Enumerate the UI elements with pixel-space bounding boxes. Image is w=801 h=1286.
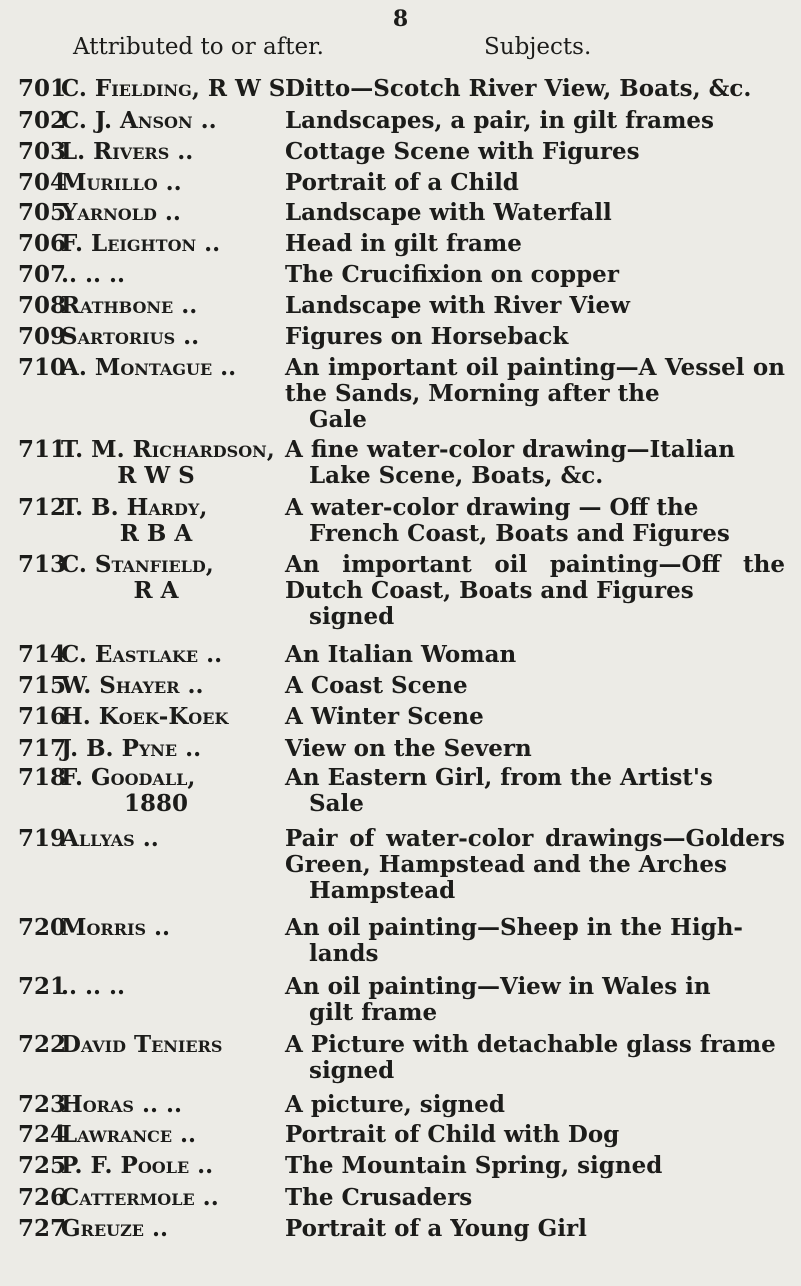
- subject-line: Head in gilt frame: [285, 230, 522, 257]
- artist-name: [61, 262, 283, 288]
- subject-description: [285, 552, 785, 630]
- lot-number: 723: [18, 1091, 67, 1118]
- lot-number: 703: [18, 138, 67, 165]
- subject-description: [285, 1032, 785, 1084]
- artist-name: [61, 1032, 283, 1058]
- artist-line: Sartorius ..: [61, 323, 200, 350]
- artist-name: [61, 552, 283, 604]
- lot-number: 725: [18, 1152, 67, 1179]
- lot-number: 707: [18, 261, 67, 288]
- artist-qualifier: R B A: [119, 520, 193, 547]
- lot-number: 718: [18, 764, 67, 791]
- subject-line: Portrait of a Young Girl: [285, 1215, 587, 1242]
- artist-name: [61, 673, 283, 699]
- subject-description: [285, 704, 785, 730]
- lot-number: 722: [18, 1031, 67, 1058]
- artist-line: Horas .. ..: [61, 1091, 182, 1118]
- subject-line: View on the Severn: [285, 735, 532, 762]
- artist-line: W. Shayer ..: [61, 672, 204, 699]
- subject-description: [285, 293, 785, 319]
- artist-line: .. .. ..: [61, 261, 126, 288]
- artist-name: [61, 1153, 283, 1179]
- lot-number: 709: [18, 323, 67, 350]
- artist-name: [61, 200, 283, 226]
- artist-qualifier: R A: [133, 577, 179, 604]
- artist-line: C. Fielding, R W S: [61, 75, 286, 102]
- artist-line: J. B. Pyne ..: [61, 735, 202, 762]
- subject-description: [285, 1216, 785, 1242]
- artist-line: Rathbone ..: [61, 292, 198, 319]
- lot-number: 720: [18, 914, 67, 941]
- subject-description: [285, 495, 785, 547]
- subject-description: [285, 1092, 785, 1118]
- lot-number: 724: [18, 1121, 67, 1148]
- subject-continuation: gilt frame: [309, 999, 438, 1026]
- artist-line: Lawrance ..: [61, 1121, 197, 1148]
- subject-description: [285, 139, 785, 165]
- subject-line: A picture, signed: [285, 1091, 505, 1118]
- artist-name: [61, 974, 283, 1000]
- subject-line: A Winter Scene: [285, 703, 484, 730]
- subject-line: An important oil painting—A Vessel on the Sands, Morning after the: [285, 354, 785, 407]
- subject-continuation: lands: [309, 940, 379, 967]
- subject-description: [285, 765, 785, 817]
- subject-description: [285, 1122, 785, 1148]
- lot-number: 712: [18, 494, 67, 521]
- lot-number: 702: [18, 107, 67, 134]
- subject-line: Cottage Scene with Figures: [285, 138, 640, 165]
- artist-line: T. B. Hardy,: [61, 494, 208, 521]
- subject-line: A water-color drawing — Off the: [285, 494, 699, 521]
- artist-line: P. F. Poole ..: [61, 1152, 214, 1179]
- artist-line: C. Eastlake ..: [61, 641, 223, 668]
- subject-description: [285, 642, 785, 668]
- artist-line: F. Goodall,: [61, 764, 196, 791]
- subject-line: The Mountain Spring, signed: [285, 1152, 663, 1179]
- artist-line: Greuze ..: [61, 1215, 168, 1242]
- subject-line: A fine water-color drawing—Italian: [285, 436, 735, 463]
- subject-line: Portrait of a Child: [285, 169, 519, 196]
- subject-line: An important oil painting—Off the Dutch Coast, Boats and Figures: [285, 551, 785, 604]
- subject-line: An oil painting—Sheep in the High-: [285, 914, 743, 941]
- lot-number: 711: [18, 436, 67, 463]
- artist-line: C. Stanfield,: [61, 551, 214, 578]
- subject-description: [285, 673, 785, 699]
- artist-name: [61, 704, 283, 730]
- lot-number: 721: [18, 973, 67, 1000]
- artist-name: [61, 1185, 283, 1211]
- subject-continuation: French Coast, Boats and Figures: [309, 520, 730, 547]
- subject-description: [285, 736, 785, 762]
- artist-name: [61, 75, 286, 102]
- subject-description: [285, 974, 785, 1026]
- lot-number: 715: [18, 672, 67, 699]
- subject-description: [285, 1153, 785, 1179]
- column-header-attributed: Attributed to or after.: [73, 34, 324, 60]
- artist-name: [61, 293, 283, 319]
- subject-line: Landscapes, a pair, in gilt frames: [285, 107, 714, 134]
- subject-description: [285, 324, 785, 350]
- subject-line: An oil painting—View in Wales in: [285, 973, 711, 1000]
- subject-description: [285, 915, 785, 967]
- subject-line: Figures on Horseback: [285, 323, 569, 350]
- artist-line: David Teniers: [61, 1031, 223, 1058]
- subject-continuation: Lake Scene, Boats, &c.: [309, 462, 604, 489]
- artist-name: [61, 437, 283, 489]
- lot-number: 708: [18, 292, 67, 319]
- artist-line: Yarnold ..: [61, 199, 181, 226]
- artist-line: Morris ..: [61, 914, 171, 941]
- column-header-subjects: Subjects.: [484, 34, 592, 60]
- subject-description: [285, 170, 785, 196]
- artist-line: L. Rivers ..: [61, 138, 194, 165]
- subject-line: An Italian Woman: [285, 641, 517, 668]
- lot-number: 713: [18, 551, 67, 578]
- artist-qualifier: 1880: [123, 790, 188, 817]
- artist-name: [61, 139, 283, 165]
- subject-line: Landscape with River View: [285, 292, 630, 319]
- lot-number: 726: [18, 1184, 67, 1211]
- lot-number: 717: [18, 735, 67, 762]
- artist-name: [61, 765, 283, 817]
- lot-number: 704: [18, 169, 67, 196]
- artist-name: [61, 1092, 283, 1118]
- lot-number: 706: [18, 230, 67, 257]
- lot-number: 714: [18, 641, 67, 668]
- artist-line: .. .. ..: [61, 973, 126, 1000]
- subject-description: [285, 231, 785, 257]
- subject-line: The Crusaders: [285, 1184, 473, 1211]
- subject-description: [285, 108, 785, 134]
- subject-continuation: Gale: [309, 406, 367, 433]
- artist-name: [61, 324, 283, 350]
- subject-description: [285, 200, 785, 226]
- subject-description: [285, 826, 785, 904]
- artist-name: [61, 826, 283, 852]
- subject-continuation: Hampstead: [309, 877, 456, 904]
- subject-line: Landscape with Waterfall: [285, 199, 612, 226]
- artist-name: [61, 642, 283, 668]
- artist-line: A. Montague ..: [61, 354, 237, 381]
- subject-line: A Coast Scene: [285, 672, 468, 699]
- subject-description: [285, 1185, 785, 1211]
- artist-line: F. Leighton ..: [61, 230, 221, 257]
- artist-name: [61, 1122, 283, 1148]
- subject-description: [285, 262, 785, 288]
- artist-qualifier: R W S: [117, 462, 195, 489]
- subject-line: A Picture with detachable glass frame: [285, 1031, 776, 1058]
- artist-line: Murillo ..: [61, 169, 182, 196]
- subject-line: An Eastern Girl, from the Artist's: [285, 764, 713, 791]
- artist-line: C. J. Anson ..: [61, 107, 217, 134]
- lot-number: 719: [18, 825, 67, 852]
- artist-line: Cattermole ..: [61, 1184, 219, 1211]
- lot-number: 705: [18, 199, 67, 226]
- lot-number: 727: [18, 1215, 67, 1242]
- artist-name: [61, 1216, 283, 1242]
- lot-number: 710: [18, 354, 67, 381]
- artist-name: [61, 108, 283, 134]
- artist-name: [61, 736, 283, 762]
- artist-line: H. Koek-Koek: [61, 703, 229, 730]
- subject-description: [285, 355, 785, 433]
- artist-name: [61, 170, 283, 196]
- artist-line: T. M. Richardson,: [61, 436, 275, 463]
- subject-continuation: signed: [309, 1057, 395, 1084]
- subject-line: Ditto—Scotch River View, Boats, &c.: [285, 75, 752, 102]
- subject-description: [285, 437, 785, 489]
- subject-line: Pair of water-color drawings—Golders Green, Hampstead and the Arches: [285, 825, 785, 878]
- lot-number: 701: [18, 75, 67, 102]
- artist-name: [61, 915, 283, 941]
- page-number: 8: [392, 6, 409, 32]
- subject-continuation: Sale: [309, 790, 364, 817]
- artist-name: [61, 231, 283, 257]
- subject-line: The Crucifixion on copper: [285, 261, 619, 288]
- lot-number: 716: [18, 703, 67, 730]
- subject-line: Portrait of Child with Dog: [285, 1121, 620, 1148]
- artist-line: Allyas ..: [61, 825, 159, 852]
- artist-name: [61, 495, 283, 547]
- subject-description: [285, 76, 785, 102]
- artist-name: [61, 355, 283, 381]
- subject-continuation: signed: [309, 603, 395, 630]
